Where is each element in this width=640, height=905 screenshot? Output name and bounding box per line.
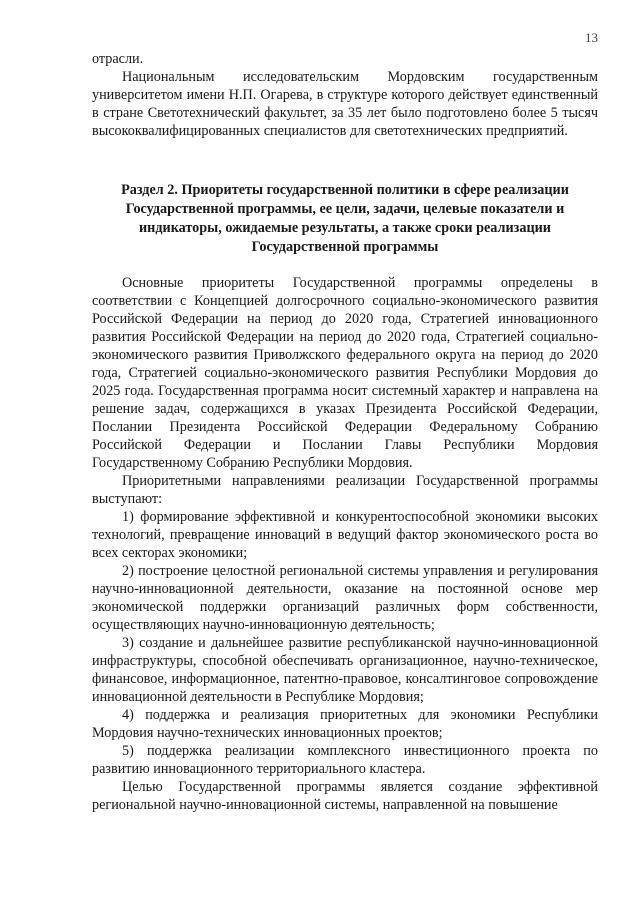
list-item: 1) формирование эффективной и конкурентоспособной экономики высоких технологий, превращение инноваций в ведущий фактор экономического роста во всех секторах экономики;: [92, 509, 598, 561]
paragraph: Целью Государственной программы является создание эффективной региональной научно-инновационной системы, направленной на повышение: [92, 779, 598, 813]
list-item: 5) поддержка реализации комплексного инвестиционного проекта по развитию инновационного территориального кластера.: [92, 743, 598, 777]
section-heading: Раздел 2. Приоритеты государственной политики в сфере реализации Государственной программы, ее цели, задачи, целевые показатели и индикаторы, ожидаемые результаты, а также сроки реализации Государственной программы: [121, 182, 569, 255]
document-body: [92, 50, 598, 814]
list-item: 3) создание и дальнейшее развитие республиканской научно-инновационной инфраструктуры, способной обеспечивать организационное, научно-техническое, финансовое, информационное, патентно-правовое, консалтинговое сопровождение инновационной деятельности в Республике Мордовия;: [92, 635, 598, 705]
paragraph: отрасли.: [92, 51, 144, 67]
paragraph: Национальным исследовательским Мордовским государственным университетом имени Н.П. Огарева, в структуре которого действует единственный в стране Светотехнический факультет, за 35 лет было подготовлено более 5 тысяч высококвалифицированных специалистов для светотехнических предприятий.: [92, 69, 598, 139]
paragraph: Основные приоритеты Государственной программы определены в соответствии с Концепцией долгосрочного социально-экономического развития Российской Федерации на период до 2020 года, Стратегией инновационного развития Российской Федерации на период до 2020 года, Стратегией социально-экономического развития Приволжского федерального округа на период до 2020 года, Стратегией социально-экономического развития Республики Мордовия до 2025 года. Государственная программа носит системный характер и направлена на решение задач, содержащихся в указах Президента Российской Федерации, Послании Президента Российской Федерации Федеральному Собранию Российской Федерации и Послании Главы Республики Мордовия Государственному Собранию Республики Мордовия.: [92, 275, 598, 471]
page-number: 13: [585, 30, 598, 45]
list-item: 4) поддержка и реализация приоритетных для экономики Республики Мордовия научно-технических инновационных проектов;: [92, 707, 598, 741]
list-item: 2) построение целостной региональной системы управления и регулирования научно-инновационной деятельности, оказание на постоянной основе мер экономической поддержки организаций различных форм собственности, осуществляющих научно-инновационную деятельность;: [92, 563, 598, 633]
paragraph: Приоритетными направлениями реализации Государственной программы выступают:: [92, 473, 598, 507]
